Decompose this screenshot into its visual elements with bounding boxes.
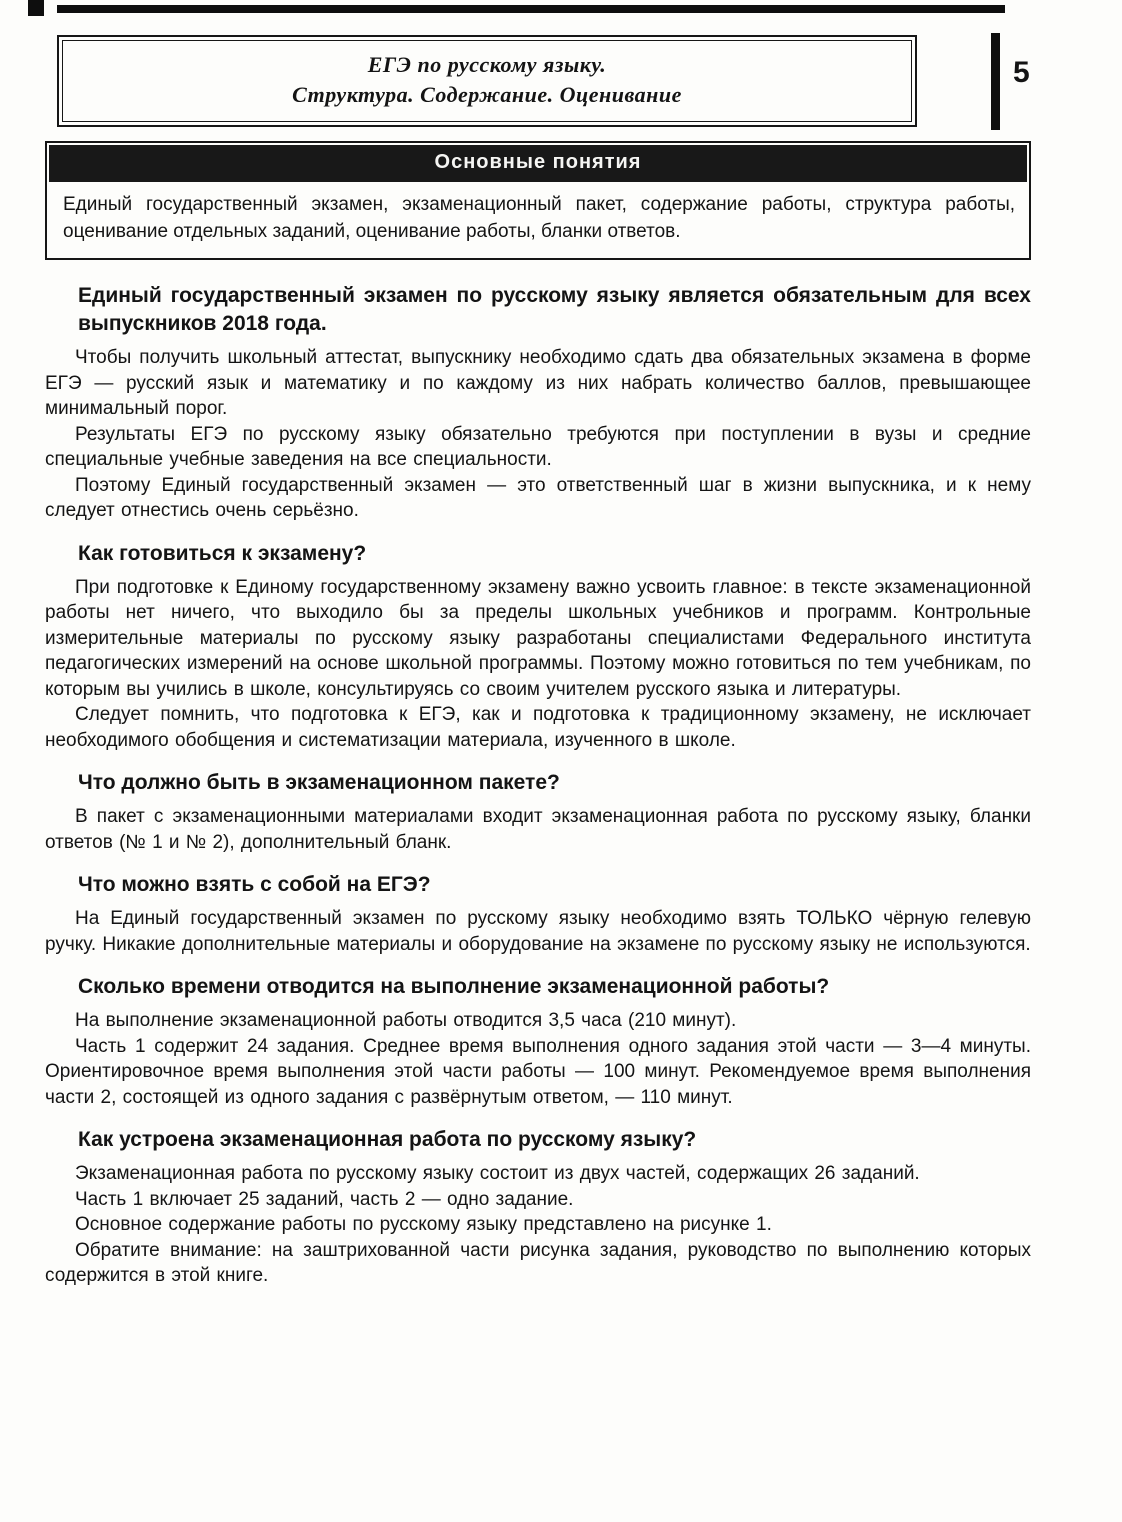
- key-concepts-text: Единый государственный экзамен, экзаменационный пакет, содержание работы, структура работы, оценивание отдельных заданий, оценивание работы, бланки ответов.: [63, 194, 1015, 242]
- paragraph: В пакет с экзаменационными материалами входит экзаменационная работа по русскому языку, бланки ответов (№ 1 и № 2), дополнительный бланк.: [45, 806, 1031, 853]
- paragraph: Следует помнить, что подготовка к ЕГЭ, как и подготовка к традиционному экзамену, не исключает необходимого обобщения и систематизации материала, изученного в школе.: [45, 704, 1031, 751]
- page-number-rule: [991, 33, 1000, 130]
- section-exam-package: [45, 769, 1031, 855]
- paragraph: Часть 1 включает 25 заданий, часть 2 — одно задание.: [75, 1188, 574, 1210]
- section-time-allotted: [45, 973, 1031, 1110]
- page-header-inner: [62, 40, 912, 122]
- section-intro: [45, 282, 1031, 524]
- paragraph: Часть 1 содержит 24 задания. Среднее время выполнения одного задания этой части — 3—4 минуты. Ориентировочное время выполнения этой части работы — 100 минут. Рекомендуемое время выполнения части 2, состоящей из одного задания с развёрнутым ответом, — 110 минут.: [45, 1035, 1031, 1108]
- page-header-title: [75, 50, 899, 110]
- section-exam-structure: [45, 1126, 1031, 1289]
- paragraph: На выполнение экзаменационной работы отводится 3,5 часа (210 минут).: [75, 1010, 737, 1031]
- section-heading: Что можно взять с собой на ЕГЭ?: [78, 873, 431, 896]
- scan-corner-mark: [28, 0, 44, 16]
- main-text-column: [45, 282, 1031, 1301]
- paragraph: Чтобы получить школьный аттестат, выпускнику необходимо сдать два обязательных экзамена в форме ЕГЭ — русский язык и математику и по каждому из них набрать количество баллов, превышающее минимальный порог.: [45, 347, 1031, 419]
- section-heading: Как готовиться к экзамену?: [78, 541, 367, 565]
- page-header-box: [57, 35, 917, 127]
- paragraph: На Единый государственный экзамен по русскому языку необходимо взять ТОЛЬКО чёрную гелевую ручку. Никакие дополнительные материалы и оборудование на экзамене по русскому языку не используются.: [45, 908, 1031, 955]
- section-what-to-bring: [45, 871, 1031, 957]
- paragraph: При подготовке к Единому государственному экзамену важно усвоить главное: в тексте экзаменационной работы нет ничего, что выходило бы за пределы школьных учебников и программ. Контрольные измерительные материалы по русскому языку разработаны специалистами Федерального института педагогических измерений на основе школьной программы. Поэтому можно готовиться по тем учебникам, по которым вы учились в школе, консультируясь со своим учителем русского языка и литературы.: [45, 576, 1031, 700]
- section-heading: Единый государственный экзамен по русскому языку является обязательным для всех выпускников 2018 года.: [78, 284, 1031, 335]
- key-concepts-box: [45, 141, 1031, 260]
- section-how-to-prepare: [45, 540, 1031, 754]
- section-heading: Как устроена экзаменационная работа по русскому языку?: [78, 1128, 697, 1151]
- paragraph: Поэтому Единый государственный экзамен — это ответственный шаг в жизни выпускника, и к нему следует отнестись очень серьёзно.: [45, 474, 1031, 521]
- header-title-line2: Структура. Содержание. Оценивание: [292, 82, 682, 107]
- header-title-line1: ЕГЭ по русскому языку.: [367, 52, 607, 77]
- section-heading: Сколько времени отводится на выполнение экзаменационной работы?: [78, 975, 830, 998]
- paragraph: Экзаменационная работа по русскому языку состоит из двух частей, содержащих 26 заданий.: [75, 1163, 920, 1184]
- paragraph: Обратите внимание: на заштрихованной части рисунка задания, руководство по выполнению которых содержится в этой книге.: [45, 1239, 1031, 1286]
- section-heading: Что должно быть в экзаменационном пакете?: [78, 771, 560, 794]
- paragraph: Результаты ЕГЭ по русскому языку обязательно требуются при поступлении в вузы и средние специальные учебные заведения на все специальности.: [45, 423, 1031, 470]
- paragraph: Основное содержание работы по русскому языку представлено на рисунке 1.: [75, 1214, 772, 1235]
- page-number: 5: [1013, 56, 1030, 89]
- top-rule: [57, 5, 1005, 13]
- key-concepts-title: Основные понятия: [49, 145, 1027, 182]
